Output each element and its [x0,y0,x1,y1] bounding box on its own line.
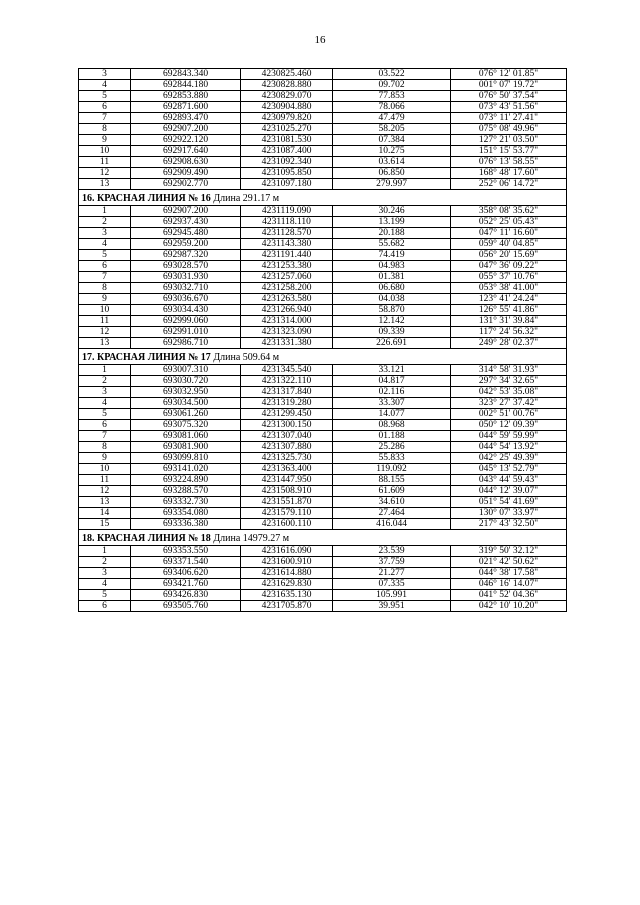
y-coordinate-cell: 4231257.060 [241,272,333,283]
point-number-cell: 5 [79,91,131,102]
section-length: Длина 291.17 м [213,193,280,204]
point-number-cell: 12 [79,327,131,338]
table-row [79,179,567,190]
x-coordinate-cell: 692937.430 [131,217,241,228]
table-row [79,338,567,349]
x-coordinate-cell: 693030.720 [131,376,241,387]
y-coordinate-cell: 4231118.110 [241,217,333,228]
table-row [79,135,567,146]
point-number-cell: 3 [79,387,131,398]
segment-length-cell: 01.188 [333,431,451,442]
direction-angle-cell: 314° 58' 31.93" [451,365,567,376]
section-header [79,349,567,365]
y-coordinate-cell: 4231119.090 [241,206,333,217]
direction-angle-cell: 249° 28' 02.37" [451,338,567,349]
y-coordinate-cell: 4230979.820 [241,113,333,124]
table-row [79,206,567,217]
table-row [79,486,567,497]
segment-length-cell: 08.968 [333,420,451,431]
direction-angle-cell: 117° 24' 56.32" [451,327,567,338]
section-header-row [79,530,567,546]
direction-angle-cell: 045° 13' 52.79" [451,464,567,475]
table-row [79,294,567,305]
y-coordinate-cell: 4231299.450 [241,409,333,420]
y-coordinate-cell: 4231097.180 [241,179,333,190]
segment-length-cell: 55.833 [333,453,451,464]
y-coordinate-cell: 4230904.880 [241,102,333,113]
x-coordinate-cell: 692991.010 [131,327,241,338]
point-number-cell: 11 [79,475,131,486]
segment-length-cell: 09.702 [333,80,451,91]
table-row [79,464,567,475]
page-number: 16 [314,34,326,46]
table-row [79,305,567,316]
y-coordinate-cell: 4231600.910 [241,557,333,568]
direction-angle-cell: 053° 38' 41.00" [451,283,567,294]
point-number-cell: 14 [79,508,131,519]
point-number-cell: 3 [79,568,131,579]
segment-length-cell: 78.066 [333,102,451,113]
table-row [79,272,567,283]
y-coordinate-cell: 4230829.070 [241,91,333,102]
direction-angle-cell: 073° 11' 27.41" [451,113,567,124]
point-number-cell: 11 [79,316,131,327]
point-number-cell: 12 [79,486,131,497]
y-coordinate-cell: 4230828.880 [241,80,333,91]
segment-length-cell: 27.464 [333,508,451,519]
direction-angle-cell: 021° 42' 50.62" [451,557,567,568]
segment-length-cell: 58.205 [333,124,451,135]
section-header [79,190,567,206]
point-number-cell: 7 [79,272,131,283]
table-row [79,519,567,530]
x-coordinate-cell: 692986.710 [131,338,241,349]
direction-angle-cell: 059° 40' 04.85" [451,239,567,250]
direction-angle-cell: 047° 11' 16.60" [451,228,567,239]
table-row [79,508,567,519]
segment-length-cell: 01.381 [333,272,451,283]
table-row [79,283,567,294]
point-number-cell: 13 [79,179,131,190]
point-number-cell: 15 [79,519,131,530]
segment-length-cell: 47.479 [333,113,451,124]
x-coordinate-cell: 693031.930 [131,272,241,283]
point-number-cell: 7 [79,113,131,124]
y-coordinate-cell: 4231551.870 [241,497,333,508]
direction-angle-cell: 076° 13' 58.55" [451,157,567,168]
x-coordinate-cell: 692922.120 [131,135,241,146]
table-row [79,217,567,228]
point-number-cell: 1 [79,546,131,557]
x-coordinate-cell: 693036.670 [131,294,241,305]
point-number-cell: 11 [79,157,131,168]
direction-angle-cell: 043° 44' 59.43" [451,475,567,486]
direction-angle-cell: 052° 25' 05.43" [451,217,567,228]
section-length: Длина 509.64 м [213,352,280,363]
point-number-cell: 9 [79,135,131,146]
point-number-cell: 9 [79,453,131,464]
direction-angle-cell: 076° 12' 01.85" [451,69,567,80]
table-row [79,497,567,508]
point-number-cell: 3 [79,69,131,80]
segment-length-cell: 74.419 [333,250,451,261]
segment-length-cell: 33.121 [333,365,451,376]
table-row [79,80,567,91]
table-row [79,475,567,486]
segment-length-cell: 30.246 [333,206,451,217]
segment-length-cell: 58.870 [333,305,451,316]
y-coordinate-cell: 4231629.830 [241,579,333,590]
x-coordinate-cell: 692853.880 [131,91,241,102]
direction-angle-cell: 047° 36' 09.22" [451,261,567,272]
segment-length-cell: 14.077 [333,409,451,420]
direction-angle-cell: 056° 20' 15.69" [451,250,567,261]
table-row [79,590,567,601]
x-coordinate-cell: 693288.570 [131,486,241,497]
segment-length-cell: 10.275 [333,146,451,157]
direction-angle-cell: 042° 10' 10.20" [451,601,567,612]
y-coordinate-cell: 4231092.340 [241,157,333,168]
y-coordinate-cell: 4231331.380 [241,338,333,349]
y-coordinate-cell: 4231307.880 [241,442,333,453]
segment-length-cell: 09.339 [333,327,451,338]
point-number-cell: 6 [79,261,131,272]
y-coordinate-cell: 4231600.110 [241,519,333,530]
x-coordinate-cell: 692902.770 [131,179,241,190]
point-number-cell: 5 [79,409,131,420]
segment-length-cell: 77.853 [333,91,451,102]
table-row [79,398,567,409]
x-coordinate-cell: 693332.730 [131,497,241,508]
table-row [79,365,567,376]
table-row [79,557,567,568]
y-coordinate-cell: 4231317.840 [241,387,333,398]
point-number-cell: 13 [79,497,131,508]
x-coordinate-cell: 693028.570 [131,261,241,272]
y-coordinate-cell: 4231345.540 [241,365,333,376]
segment-length-cell: 03.614 [333,157,451,168]
direction-angle-cell: 075° 08' 49.96" [451,124,567,135]
table-row [79,168,567,179]
point-number-cell: 8 [79,442,131,453]
segment-length-cell: 61.609 [333,486,451,497]
table-row [79,250,567,261]
x-coordinate-cell: 693061.260 [131,409,241,420]
y-coordinate-cell: 4231143.380 [241,239,333,250]
point-number-cell: 3 [79,228,131,239]
table-row [79,316,567,327]
x-coordinate-cell: 693081.900 [131,442,241,453]
section-length: Длина 14979.27 м [213,533,290,544]
point-number-cell: 4 [79,579,131,590]
segment-length-cell: 119.092 [333,464,451,475]
table-row [79,579,567,590]
section-title: 18. КРАСНАЯ ЛИНИЯ № 18 [82,533,211,544]
segment-length-cell: 20.188 [333,228,451,239]
segment-length-cell: 21.277 [333,568,451,579]
segment-length-cell: 105.991 [333,590,451,601]
table-row [79,420,567,431]
y-coordinate-cell: 4231263.580 [241,294,333,305]
direction-angle-cell: 046° 16' 14.07" [451,579,567,590]
section-header-row [79,349,567,365]
segment-length-cell: 02.116 [333,387,451,398]
x-coordinate-cell: 693075.320 [131,420,241,431]
table-row [79,568,567,579]
table-row [79,124,567,135]
segment-length-cell: 04.038 [333,294,451,305]
segment-length-cell: 04.817 [333,376,451,387]
table-row [79,102,567,113]
table-row [79,327,567,338]
x-coordinate-cell: 692843.340 [131,69,241,80]
direction-angle-cell: 252° 06' 14.72" [451,179,567,190]
segment-length-cell: 03.522 [333,69,451,80]
point-number-cell: 2 [79,376,131,387]
table-row [79,442,567,453]
direction-angle-cell: 051° 54' 41.69" [451,497,567,508]
x-coordinate-cell: 693032.950 [131,387,241,398]
point-number-cell: 7 [79,431,131,442]
x-coordinate-cell: 693224.890 [131,475,241,486]
direction-angle-cell: 050° 12' 09.39" [451,420,567,431]
point-number-cell: 2 [79,557,131,568]
y-coordinate-cell: 4231363.400 [241,464,333,475]
y-coordinate-cell: 4231095.850 [241,168,333,179]
segment-length-cell: 07.384 [333,135,451,146]
segment-length-cell: 12.142 [333,316,451,327]
segment-length-cell: 06.850 [333,168,451,179]
direction-angle-cell: 041° 52' 04.36" [451,590,567,601]
point-number-cell: 1 [79,206,131,217]
table-row [79,409,567,420]
table-row [79,601,567,612]
table-row [79,228,567,239]
x-coordinate-cell: 692909.490 [131,168,241,179]
y-coordinate-cell: 4231087.400 [241,146,333,157]
segment-length-cell: 23.539 [333,546,451,557]
segment-length-cell: 37.759 [333,557,451,568]
direction-angle-cell: 002° 51' 00.76" [451,409,567,420]
coordinates-table [78,68,567,612]
point-number-cell: 10 [79,146,131,157]
segment-length-cell: 226.691 [333,338,451,349]
y-coordinate-cell: 4231705.870 [241,601,333,612]
segment-length-cell: 33.307 [333,398,451,409]
x-coordinate-cell: 692907.200 [131,206,241,217]
direction-angle-cell: 123° 41' 24.24" [451,294,567,305]
segment-length-cell: 39.951 [333,601,451,612]
y-coordinate-cell: 4231307.040 [241,431,333,442]
segment-length-cell: 04.983 [333,261,451,272]
y-coordinate-cell: 4230825.460 [241,69,333,80]
direction-angle-cell: 151° 15' 53.77" [451,146,567,157]
y-coordinate-cell: 4231314.000 [241,316,333,327]
x-coordinate-cell: 693007.310 [131,365,241,376]
table-row [79,546,567,557]
x-coordinate-cell: 692959.200 [131,239,241,250]
y-coordinate-cell: 4231322.110 [241,376,333,387]
x-coordinate-cell: 693371.540 [131,557,241,568]
direction-angle-cell: 044° 54' 13.92" [451,442,567,453]
x-coordinate-cell: 693141.020 [131,464,241,475]
segment-length-cell: 88.155 [333,475,451,486]
x-coordinate-cell: 692844.180 [131,80,241,91]
segment-length-cell: 416.044 [333,519,451,530]
y-coordinate-cell: 4231025.270 [241,124,333,135]
y-coordinate-cell: 4231266.940 [241,305,333,316]
y-coordinate-cell: 4231579.110 [241,508,333,519]
direction-angle-cell: 217° 43' 32.50" [451,519,567,530]
table-row [79,113,567,124]
direction-angle-cell: 042° 53' 35.08" [451,387,567,398]
point-number-cell: 9 [79,294,131,305]
section-title: 16. КРАСНАЯ ЛИНИЯ № 16 [82,193,211,204]
section-header [79,530,567,546]
x-coordinate-cell: 693505.760 [131,601,241,612]
x-coordinate-cell: 692893.470 [131,113,241,124]
point-number-cell: 10 [79,305,131,316]
point-number-cell: 4 [79,398,131,409]
x-coordinate-cell: 692999.060 [131,316,241,327]
segment-length-cell: 07.335 [333,579,451,590]
segment-length-cell: 55.682 [333,239,451,250]
section-title: 17. КРАСНАЯ ЛИНИЯ № 17 [82,352,211,363]
table-row [79,453,567,464]
table-row [79,261,567,272]
y-coordinate-cell: 4231300.150 [241,420,333,431]
x-coordinate-cell: 693353.550 [131,546,241,557]
table-row [79,239,567,250]
point-number-cell: 8 [79,283,131,294]
y-coordinate-cell: 4231128.570 [241,228,333,239]
y-coordinate-cell: 4231447.950 [241,475,333,486]
direction-angle-cell: 044° 12' 39.07" [451,486,567,497]
point-number-cell: 6 [79,102,131,113]
table-row [79,91,567,102]
direction-angle-cell: 044° 59' 59.99" [451,431,567,442]
segment-length-cell: 279.997 [333,179,451,190]
x-coordinate-cell: 692987.320 [131,250,241,261]
direction-angle-cell: 055° 37' 10.76" [451,272,567,283]
point-number-cell: 10 [79,464,131,475]
y-coordinate-cell: 4231635.130 [241,590,333,601]
table-row [79,376,567,387]
x-coordinate-cell: 693081.060 [131,431,241,442]
y-coordinate-cell: 4231258.200 [241,283,333,294]
x-coordinate-cell: 692871.600 [131,102,241,113]
direction-angle-cell: 076° 50' 37.54" [451,91,567,102]
y-coordinate-cell: 4231614.880 [241,568,333,579]
point-number-cell: 5 [79,590,131,601]
direction-angle-cell: 042° 25' 49.39" [451,453,567,464]
direction-angle-cell: 323° 27' 37.42" [451,398,567,409]
direction-angle-cell: 044° 38' 17.58" [451,568,567,579]
x-coordinate-cell: 693034.430 [131,305,241,316]
y-coordinate-cell: 4231508.910 [241,486,333,497]
y-coordinate-cell: 4231616.090 [241,546,333,557]
x-coordinate-cell: 693099.810 [131,453,241,464]
x-coordinate-cell: 692945.480 [131,228,241,239]
x-coordinate-cell: 693426.830 [131,590,241,601]
direction-angle-cell: 168° 48' 17.60" [451,168,567,179]
x-coordinate-cell: 693354.080 [131,508,241,519]
segment-length-cell: 13.199 [333,217,451,228]
x-coordinate-cell: 693034.500 [131,398,241,409]
point-number-cell: 2 [79,217,131,228]
y-coordinate-cell: 4231325.730 [241,453,333,464]
direction-angle-cell: 073° 43' 51.56" [451,102,567,113]
segment-length-cell: 06.680 [333,283,451,294]
direction-angle-cell: 131° 31' 39.84" [451,316,567,327]
table-row [79,146,567,157]
y-coordinate-cell: 4231081.530 [241,135,333,146]
section-header-row [79,190,567,206]
table-row [79,157,567,168]
x-coordinate-cell: 692917.640 [131,146,241,157]
point-number-cell: 6 [79,601,131,612]
table-body [79,69,567,612]
point-number-cell: 6 [79,420,131,431]
y-coordinate-cell: 4231319.280 [241,398,333,409]
direction-angle-cell: 001° 07' 19.72" [451,80,567,91]
point-number-cell: 4 [79,239,131,250]
x-coordinate-cell: 693032.710 [131,283,241,294]
table-row [79,387,567,398]
y-coordinate-cell: 4231191.440 [241,250,333,261]
y-coordinate-cell: 4231253.380 [241,261,333,272]
direction-angle-cell: 130° 07' 33.97" [451,508,567,519]
point-number-cell: 1 [79,365,131,376]
point-number-cell: 4 [79,80,131,91]
segment-length-cell: 25.286 [333,442,451,453]
x-coordinate-cell: 692907.200 [131,124,241,135]
point-number-cell: 13 [79,338,131,349]
x-coordinate-cell: 692908.630 [131,157,241,168]
direction-angle-cell: 126° 55' 41.86" [451,305,567,316]
direction-angle-cell: 358° 08' 35.62" [451,206,567,217]
x-coordinate-cell: 693336.380 [131,519,241,530]
table-row [79,431,567,442]
x-coordinate-cell: 693406.620 [131,568,241,579]
point-number-cell: 8 [79,124,131,135]
x-coordinate-cell: 693421.760 [131,579,241,590]
segment-length-cell: 34.610 [333,497,451,508]
point-number-cell: 12 [79,168,131,179]
point-number-cell: 5 [79,250,131,261]
direction-angle-cell: 297° 34' 32.65" [451,376,567,387]
y-coordinate-cell: 4231323.090 [241,327,333,338]
table-row [79,69,567,80]
direction-angle-cell: 127° 21' 03.50" [451,135,567,146]
direction-angle-cell: 319° 50' 32.12" [451,546,567,557]
